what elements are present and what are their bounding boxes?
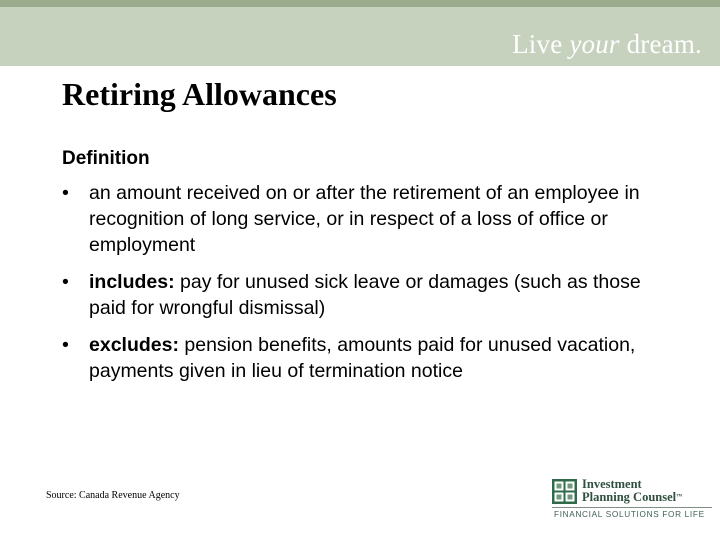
logo-trademark: ™ — [676, 493, 683, 500]
logo-tagline: FINANCIAL SOLUTIONS FOR LIFE — [554, 510, 705, 519]
header-tagline — [512, 29, 702, 60]
bullet-item — [62, 269, 682, 321]
bullet-text: an amount received on or after the retirement of an employee in recognition of long service, or in respect of a loss of office or employment — [89, 182, 640, 256]
bullet-text: pay for unused sick leave or damages (such as those paid for wrongful dismissal) — [89, 271, 641, 319]
bullet-text: pension benefits, amounts paid for unused vacation, payments given in lieu of termination notice — [89, 334, 636, 382]
bullet-list — [62, 180, 682, 395]
logo-wordmark — [582, 478, 682, 503]
logo-name-line1: Investment — [582, 477, 642, 491]
company-logo — [552, 478, 712, 526]
header-top-strip — [0, 0, 720, 7]
bullet-marker: • — [62, 271, 69, 293]
tagline-your: your — [569, 29, 620, 59]
bullet-item — [62, 332, 682, 384]
bullet-marker: • — [62, 334, 69, 356]
tagline-dream: dream. — [626, 29, 702, 59]
source-note: Source: Canada Revenue Agency — [46, 490, 180, 501]
header-band — [0, 7, 720, 66]
cross-grid-logo-icon — [552, 479, 577, 504]
bullet-marker: • — [62, 182, 69, 204]
definition-heading: Definition — [62, 148, 150, 169]
logo-divider — [552, 507, 712, 508]
tagline-live: Live — [512, 29, 563, 59]
bullet-item — [62, 180, 682, 258]
logo-name-line2: Planning Counsel — [582, 489, 677, 504]
bullet-lead: includes: — [89, 271, 175, 293]
slide-title: Retiring Allowances — [62, 76, 337, 112]
bullet-lead: excludes: — [89, 334, 179, 356]
